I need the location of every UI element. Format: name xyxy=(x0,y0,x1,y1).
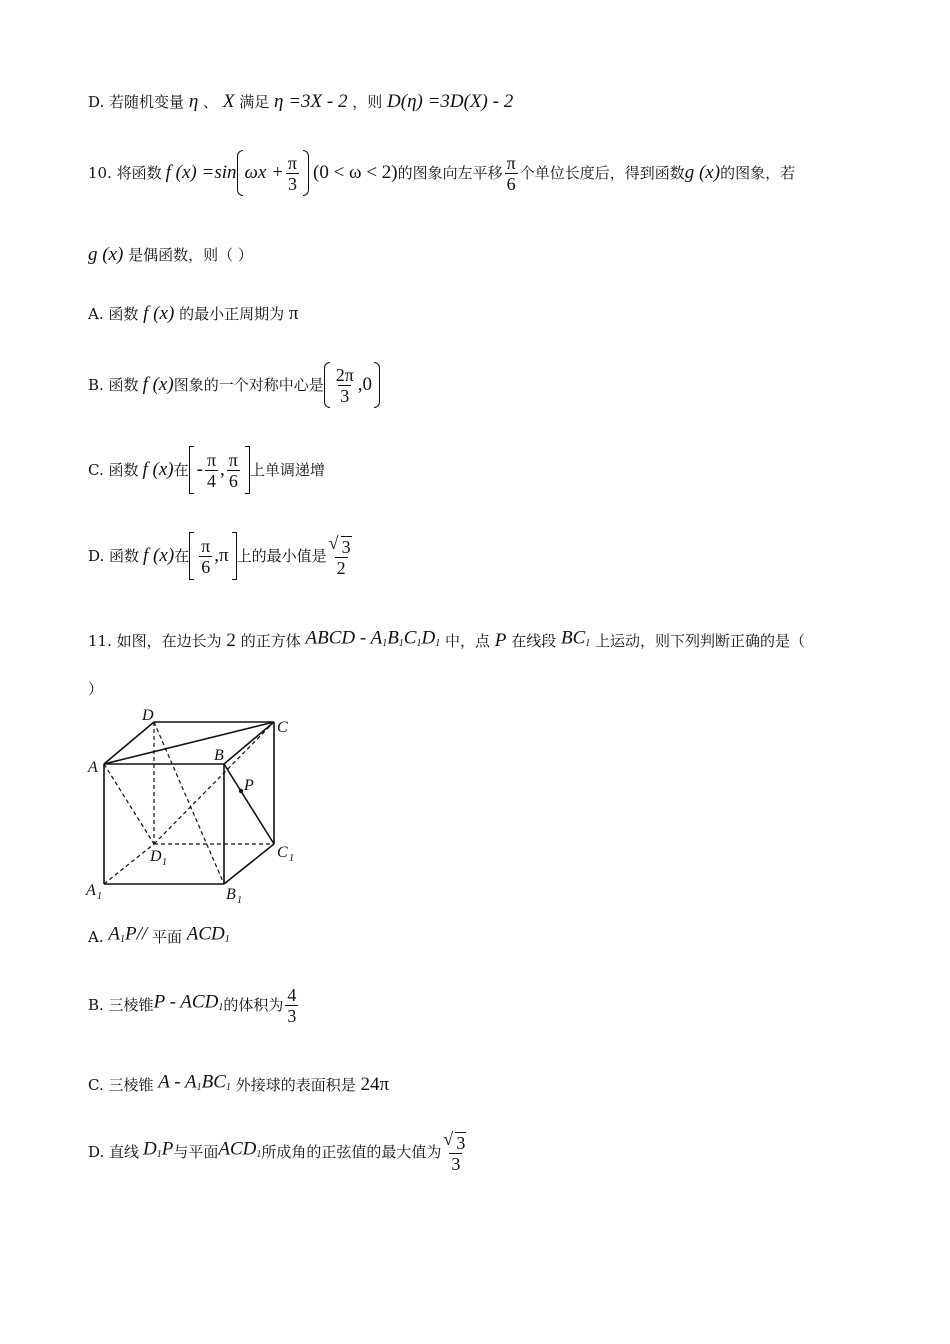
inner-expr: ωx + xyxy=(244,162,284,183)
option-label: C. 函数 xyxy=(88,461,139,479)
text: 的正方体 xyxy=(240,632,301,650)
value: π xyxy=(288,303,299,324)
label-a: A xyxy=(88,759,98,776)
formula: η =3X - 2 xyxy=(274,91,348,112)
function-expr: f (x) xyxy=(142,374,174,395)
question-number: 11. 如图，在边长为 xyxy=(88,632,222,650)
q10-stem-line2 xyxy=(88,244,253,265)
expr: P - $ACD_1$ xyxy=(153,991,224,1013)
plane-expr: $ACD_1$ xyxy=(218,1138,262,1160)
text: 的体积为 xyxy=(223,996,284,1014)
x-symbol: X xyxy=(222,91,235,112)
function-expr: f (x) xyxy=(143,303,175,324)
function-expr: g (x) xyxy=(88,244,124,265)
cube-figure xyxy=(84,704,304,904)
text: 图象的一个对称中心是 xyxy=(173,376,324,394)
q10-option-b xyxy=(88,360,380,410)
q10-option-c xyxy=(88,445,325,495)
option-label: A. 函数 xyxy=(88,305,139,323)
option-label: D. 若随机变量 xyxy=(88,93,185,111)
text: 个单位长度后，得到函数 xyxy=(519,164,685,182)
point-expr: $\frac{2\pi}{3}$ ,0 xyxy=(324,362,380,408)
separator: 、 xyxy=(203,93,219,111)
expr: A - $A_1BC_1$ xyxy=(158,1071,231,1093)
text: 在 xyxy=(174,547,190,565)
text: 上运动，则下列判断正确的是（ xyxy=(595,632,806,650)
label-c1: C xyxy=(277,844,288,861)
q11-option-c xyxy=(88,1072,389,1098)
expr: $A_1P//$ xyxy=(108,923,148,945)
eta-symbol: η xyxy=(188,91,199,112)
svg-text:1: 1 xyxy=(289,853,294,864)
svg-text:1: 1 xyxy=(162,857,167,868)
paren-group xyxy=(237,150,310,196)
text: 上单调递增 xyxy=(249,461,325,479)
condition: (0 < ω < 2) xyxy=(313,162,398,183)
text: 在 xyxy=(173,461,189,479)
point-p: P xyxy=(494,630,507,651)
q10-option-d xyxy=(88,530,356,582)
cube-expr: ABCD - $A_1B_1C_1D_1$ xyxy=(305,627,441,649)
label-d1: D xyxy=(150,848,162,865)
q10-option-a xyxy=(88,303,298,324)
text: 的图象向左平移 xyxy=(397,164,503,182)
function-expr: f (x) xyxy=(142,459,174,480)
label-c: C xyxy=(277,719,288,736)
label-b1: B xyxy=(226,886,236,903)
option-label: D. 直线 xyxy=(88,1143,140,1161)
interval-expr: $\frac{\pi}{6}$ ,π xyxy=(189,532,236,580)
question-number: 10. 将函数 xyxy=(88,164,162,182)
text: 上的最小值是 xyxy=(236,547,327,565)
option-label: C. 三棱锥 xyxy=(88,1076,154,1094)
text: 在线段 xyxy=(511,632,557,650)
function-expr: f (x) =sin xyxy=(165,162,237,183)
text: 是偶函数，则（ ） xyxy=(128,246,253,264)
text: 满足 xyxy=(239,93,270,111)
q9-option-d xyxy=(88,91,513,112)
fraction: √ $\frac{3}{3}$ xyxy=(443,1130,468,1174)
text: ，则 xyxy=(352,93,383,111)
function-expr: g (x) xyxy=(684,162,721,183)
q11-stem xyxy=(88,628,805,654)
text: 的图象，若 xyxy=(720,164,796,182)
line-expr: $D_1P$ xyxy=(143,1138,174,1160)
interval-expr: - $\frac{\pi}{4}$ , $\frac{\pi}{6}$ xyxy=(189,446,250,494)
fraction: $\frac{4}{3}$ xyxy=(287,984,297,1026)
option-label: D. 函数 xyxy=(88,547,140,565)
plane-expr: $ACD_1$ xyxy=(186,923,230,945)
label-b: B xyxy=(214,747,224,764)
q11-option-d xyxy=(88,1126,470,1178)
value: 24π xyxy=(360,1074,390,1095)
q11-stem-line2 xyxy=(88,678,103,699)
fraction: √ $\frac{3}{2}$ xyxy=(329,534,354,578)
q10-stem xyxy=(88,148,795,198)
fraction: $\frac{\pi}{6}$ xyxy=(506,152,516,194)
label-d: D xyxy=(142,707,154,724)
function-expr: f (x) xyxy=(143,545,175,566)
label-p: P xyxy=(244,777,254,794)
segment-expr: $BC_1$ xyxy=(560,627,591,649)
option-label: B. 三棱锥 xyxy=(88,996,154,1014)
text: 平面 xyxy=(151,928,182,946)
fraction: $\frac{\pi}{3}$ xyxy=(287,152,298,194)
text: 与平面 xyxy=(173,1143,219,1161)
q11-option-a xyxy=(88,924,230,950)
option-label: A. xyxy=(88,928,104,946)
text: ） xyxy=(88,680,104,698)
value: 2 xyxy=(226,630,236,651)
label-a1: A xyxy=(86,882,96,899)
option-label: B. 函数 xyxy=(88,376,139,394)
text: 的最小正周期为 xyxy=(179,305,285,323)
svg-text:1: 1 xyxy=(237,895,242,904)
svg-text:1: 1 xyxy=(97,891,102,902)
q11-option-b xyxy=(88,980,300,1030)
formula: D(η) =3D(X) - 2 xyxy=(387,91,514,112)
text: 外接球的表面积是 xyxy=(235,1076,356,1094)
text: 所成角的正弦值的最大值为 xyxy=(261,1143,442,1161)
text: 中，点 xyxy=(445,632,491,650)
